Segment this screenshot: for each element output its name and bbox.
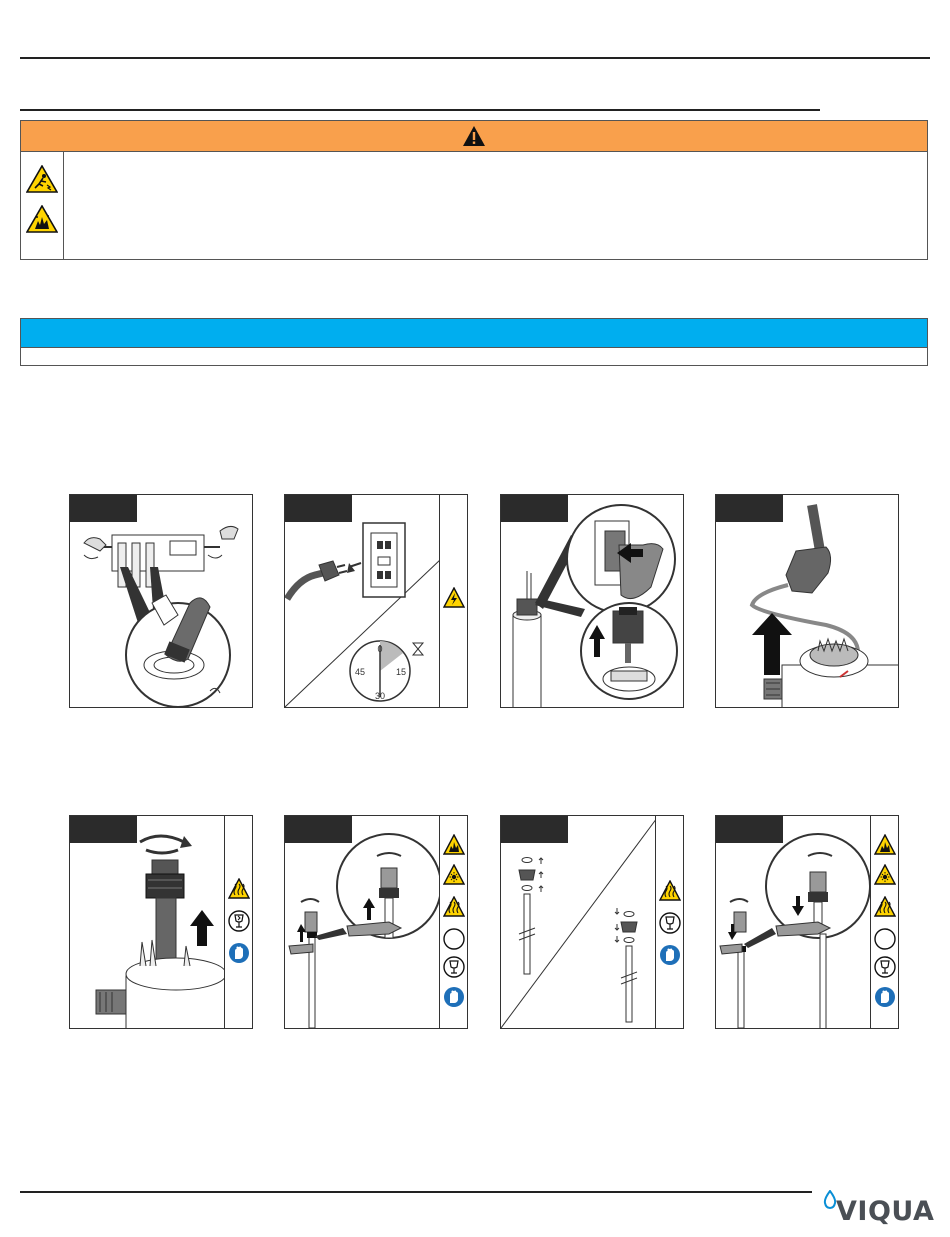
step-6-panel — [284, 815, 468, 1029]
explosion-hazard-icon — [443, 834, 465, 856]
step-8-panel — [715, 815, 899, 1029]
step-number-tag — [284, 815, 352, 843]
wear-gloves-icon — [659, 944, 681, 966]
uv-radiation-icon — [443, 864, 465, 886]
step-number-tag — [284, 494, 352, 522]
warning-triangle-icon — [462, 125, 486, 147]
safety-icon-column — [655, 816, 683, 1028]
clock-label-0: 0 — [377, 644, 383, 654]
explosion-hazard-icon — [874, 834, 896, 856]
warning-box — [20, 120, 928, 260]
safety-icon-column — [224, 816, 252, 1028]
hot-surface-icon — [659, 880, 681, 902]
clock-label-15: 15 — [395, 667, 407, 677]
top-rule — [20, 57, 930, 59]
close-valves-illustration — [70, 495, 253, 708]
section-rule — [20, 109, 820, 111]
fragile-glass-icon — [874, 956, 896, 978]
wear-gloves-icon — [443, 986, 465, 1008]
fragile-glass-icon — [228, 910, 250, 932]
step-number-tag — [715, 494, 783, 522]
safety-icon-column — [439, 816, 467, 1028]
safety-icon-column — [870, 816, 898, 1028]
hot-surface-icon — [228, 878, 250, 900]
note-header — [21, 319, 927, 348]
electric-hazard-icon — [443, 587, 465, 609]
blank-circle-icon — [874, 928, 896, 950]
viqua-logo — [820, 1190, 940, 1230]
fragile-glass-icon — [443, 956, 465, 978]
remove-power-connector-illustration — [716, 495, 899, 708]
step-number-tag — [69, 815, 137, 843]
warning-header — [21, 121, 927, 152]
step-number-tag — [500, 815, 568, 843]
step-5-panel — [69, 815, 253, 1029]
blank-circle-icon — [443, 928, 465, 950]
remove-connector-clip-illustration — [501, 495, 684, 708]
hot-surface-icon — [443, 896, 465, 918]
fragile-glass-icon — [659, 912, 681, 934]
uv-radiation-icon — [874, 864, 896, 886]
step-number-tag — [715, 815, 783, 843]
clock-label-30: 30 — [374, 691, 386, 701]
step-2-panel — [284, 494, 468, 708]
step-7-panel — [500, 815, 684, 1029]
brand-name: VIQUA — [836, 1196, 935, 1227]
clock-label-45: 45 — [354, 667, 366, 677]
safety-icon-column — [439, 495, 467, 707]
wear-gloves-icon — [874, 986, 896, 1008]
step-1-panel — [69, 494, 253, 708]
wear-gloves-icon — [228, 942, 250, 964]
step-4-panel — [715, 494, 899, 708]
footer-rule — [20, 1191, 812, 1193]
note-box — [20, 318, 928, 366]
warning-icon-column — [21, 151, 64, 259]
step-number-tag — [69, 494, 137, 522]
electric-shock-icon — [26, 165, 58, 193]
step-number-tag — [500, 494, 568, 522]
explosion-hazard-icon — [26, 205, 58, 233]
step-3-panel — [500, 494, 684, 708]
hot-surface-icon — [874, 896, 896, 918]
